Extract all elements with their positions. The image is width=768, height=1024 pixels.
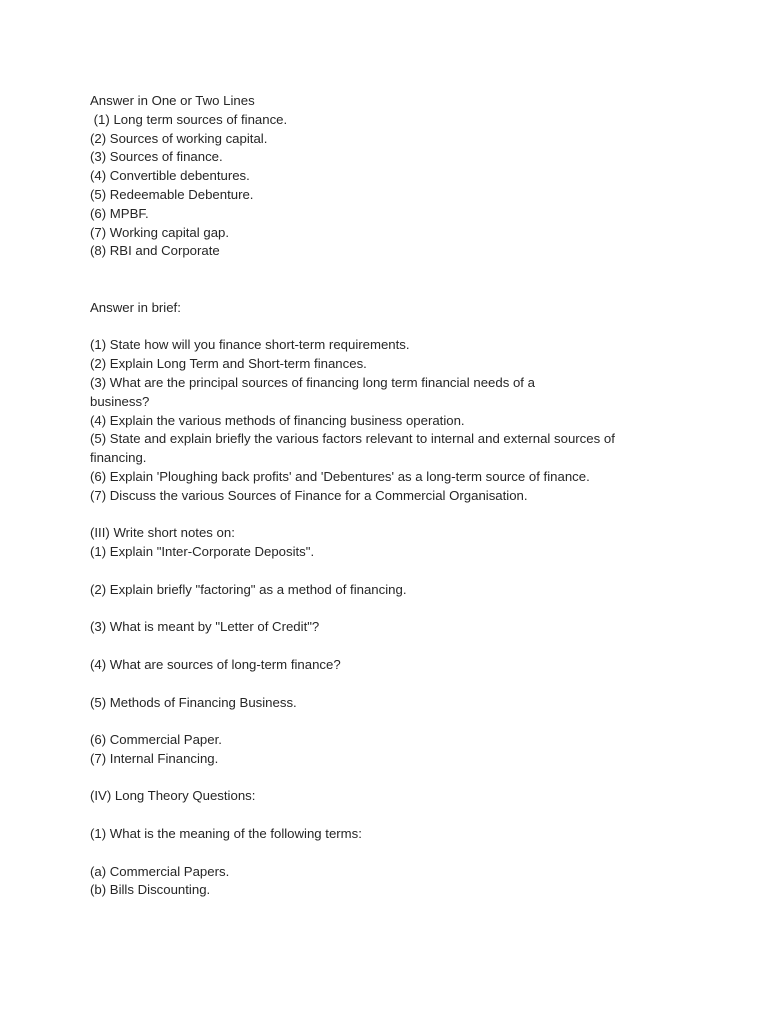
- section2-item: business?: [90, 393, 150, 409]
- section2-item: (2) Explain Long Term and Short-term finances.: [90, 356, 367, 372]
- section2-item: (4) Explain the various methods of financing business operation.: [90, 412, 465, 428]
- section4-question: (1) What is the meaning of the following terms:: [90, 826, 362, 842]
- spacer: [90, 318, 730, 337]
- section1-item: (2) Sources of working capital.: [90, 130, 268, 146]
- section2-item: (1) State how will you finance short-term requirements.: [90, 337, 410, 353]
- section2-heading: Answer in brief:: [90, 299, 181, 315]
- section4-item: (a) Commercial Papers.: [90, 863, 230, 879]
- section3-heading: (III) Write short notes on:: [90, 525, 235, 541]
- section3-item: (4) What are sources of long-term finance?: [90, 656, 341, 672]
- section2-item: (5) State and explain briefly the various factors relevant to internal and external sources of: [90, 431, 615, 447]
- section1-item: (7) Working capital gap.: [90, 224, 230, 240]
- section4-heading: (IV) Long Theory Questions:: [90, 788, 256, 804]
- section2-item: (6) Explain 'Ploughing back profits' and 'Debentures' as a long-term source of finance.: [90, 468, 590, 484]
- spacer: [90, 806, 730, 825]
- section3-item: (3) What is meant by "Letter of Credit"?: [90, 619, 320, 635]
- section2-item: (3) What are the principal sources of financing long term financial needs of a: [90, 374, 535, 390]
- spacer: [90, 675, 730, 694]
- spacer: [90, 600, 730, 619]
- section3-item: (5) Methods of Financing Business.: [90, 694, 297, 710]
- section3-item: (2) Explain briefly "factoring" as a method of financing.: [90, 581, 407, 597]
- section1-item: (4) Convertible debentures.: [90, 168, 250, 184]
- section4-item: (b) Bills Discounting.: [90, 882, 211, 898]
- spacer: [90, 769, 730, 788]
- section3-item: (6) Commercial Paper.: [90, 732, 222, 748]
- document-page: [90, 92, 730, 900]
- section1-item: (8) RBI and Corporate: [90, 243, 220, 259]
- spacer: [90, 844, 730, 863]
- section2-item: (7) Discuss the various Sources of Finance for a Commercial Organisation.: [90, 487, 528, 503]
- section1-item: (5) Redeemable Debenture.: [90, 186, 254, 202]
- spacer: [90, 506, 730, 525]
- section1-item: (6) MPBF.: [90, 205, 149, 221]
- section2-item: financing.: [90, 450, 147, 466]
- spacer: [90, 562, 730, 581]
- section1-item: (3) Sources of finance.: [90, 149, 223, 165]
- section1-item: (1) Long term sources of finance.: [90, 111, 288, 127]
- section3-item: (7) Internal Financing.: [90, 750, 219, 766]
- section3-item: (1) Explain "Inter-Corporate Deposits".: [90, 544, 315, 560]
- spacer: [90, 712, 730, 731]
- spacer: [90, 637, 730, 656]
- spacer: [90, 261, 730, 299]
- section1-heading: Answer in One or Two Lines: [90, 93, 255, 108]
